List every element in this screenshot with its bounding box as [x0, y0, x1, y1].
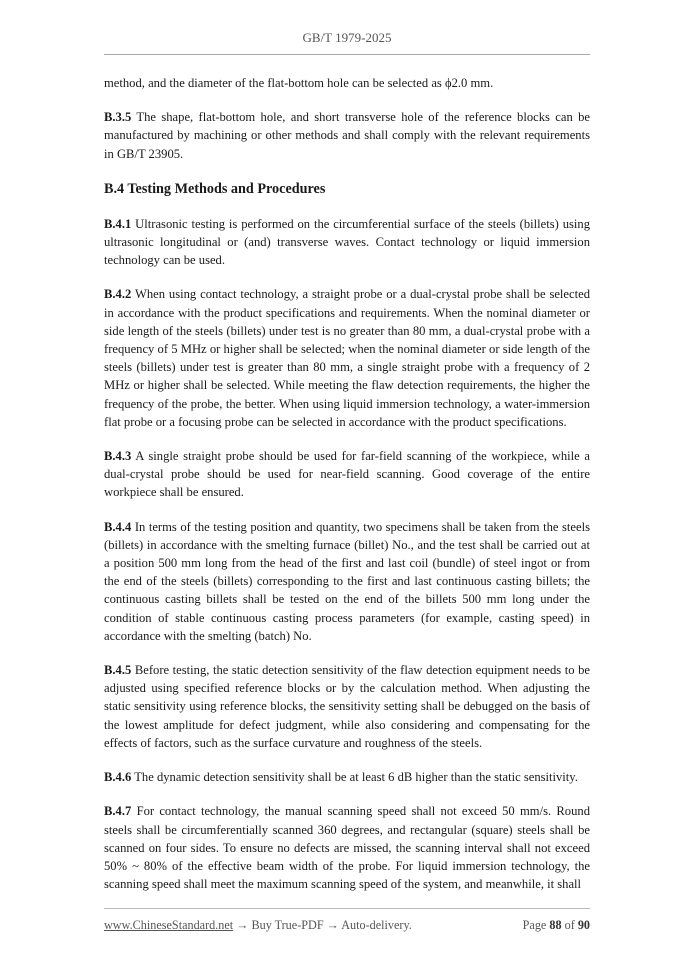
total-pages: 90	[577, 918, 590, 932]
clause-text: Ultrasonic testing is performed on the circumferential surface of the steels (billets) using ultrasonic longitudinal or (and) transverse waves. Contact technology or liquid immersion technology can be used.	[104, 216, 590, 268]
clause-number: B.4.7	[104, 804, 132, 819]
clause-text: A single straight probe should be used for far-field scanning of the workpiece, while a dual-crystal probe should be used for near-field scanning. Good coverage of the entire workpiece shall be ensured.	[104, 449, 590, 500]
clause-number: B.4.5	[104, 663, 132, 678]
page-indicator	[523, 918, 590, 933]
clause-text: In terms of the testing position and quantity, two specimens shall be taken from the steels (billets) in accordance with the smelting furnace (billet) No., and the test shall be carried out at a position 500 mm long from the head of the first and last coil (bundle) of steel ingot or from the end of the steels (billets) corresponding to the first and last continuous casting billets; the continuous casting billets shall be tested on the end of the billets 500 mm long under the condition of stable continuous casting process parameters (for example, casting speed) in accordance with the smelting (batch) No.	[104, 519, 590, 643]
clause-b46	[104, 768, 590, 786]
clause-number: B.4.2	[104, 287, 132, 302]
clause-b45	[104, 661, 590, 752]
clause-number: B.4.1	[104, 216, 132, 231]
clause-b44	[104, 518, 590, 645]
continuation-paragraph: method, and the diameter of the flat-bottom hole can be selected as ϕ2.0 mm.	[104, 76, 494, 90]
clause-number: B.4.3	[104, 449, 132, 464]
clause-text: Before testing, the static detection sensitivity of the flaw detection equipment needs to be adjusted using specified reference blocks or by the calculation method. When adjusting the static sensitivity using reference blocks, the sensitivity setting shall be debugged on the basis of the lowest amplitude for defect judgment, while also considering and compensating for the effects of factors, such as the surface curvature and roughness of the steels.	[104, 663, 590, 750]
clause-text: The shape, flat-bottom hole, and short transverse hole of the reference blocks can be manufactured by machining or other methods and shall comply with the relevant requirements in GB/T 23905.	[104, 110, 590, 161]
footer-promo	[104, 918, 412, 933]
clause-text: The dynamic detection sensitivity shall be at least 6 dB higher than the static sensitivity.	[131, 770, 578, 785]
current-page: 88	[549, 918, 562, 932]
clause-b41	[104, 215, 590, 270]
page-label: Page	[522, 918, 550, 932]
document-footer	[104, 918, 590, 933]
clause-number: B.4.6	[104, 770, 132, 785]
clause-b42	[104, 285, 590, 431]
website-link[interactable]: www.ChineseStandard.net	[104, 918, 234, 932]
section-heading: B.4 Testing Methods and Procedures	[104, 180, 326, 197]
clause-text: For contact technology, the manual scanning speed shall not exceed 50 mm/s. Round steels shall be circumferentially scanned 360 degrees, and rectangular (square) steels shall be scanned on four sides. To ensure no defects are missed, the scanning interval shall not exceed 50% ~ 80% of the effective beam width of the probe. For liquid immersion technology, the scanning speed shall meet the maximum scanning speed of the system, and meanwhile, it shall	[104, 804, 590, 892]
footer-divider	[104, 908, 590, 909]
page-of-label: of	[561, 918, 578, 932]
document-header: GB/T 1979-2025	[302, 30, 392, 45]
clause-b35	[104, 108, 590, 163]
clause-text: When using contact technology, a straight probe or a dual-crystal probe shall be selected in accordance with the product specifications and requirements. When the nominal diameter or side length of the steels (billets) under test is no greater than 80 mm, a dual-crystal probe with a frequency of 5 MHz or higher shall be selected; when the nominal diameter or side length of the steels (billets) under test is greater than 80 mm, a single straight probe with a frequency of 2 MHz or higher shall be selected. While meeting the flaw detection requirements, the higher the frequency of the probe, the better. When using liquid immersion technology, a water-immersion flat probe or a focusing probe can be selected in accordance with the product specifications.	[104, 287, 590, 429]
clause-b47	[104, 802, 590, 893]
header-divider	[104, 54, 590, 55]
document-body	[104, 74, 590, 909]
clause-number: B.3.5	[104, 110, 132, 125]
promo-text: → Buy True-PDF → Auto-delivery.	[233, 918, 412, 932]
clause-number: B.4.4	[104, 519, 132, 534]
clause-b43	[104, 447, 590, 502]
